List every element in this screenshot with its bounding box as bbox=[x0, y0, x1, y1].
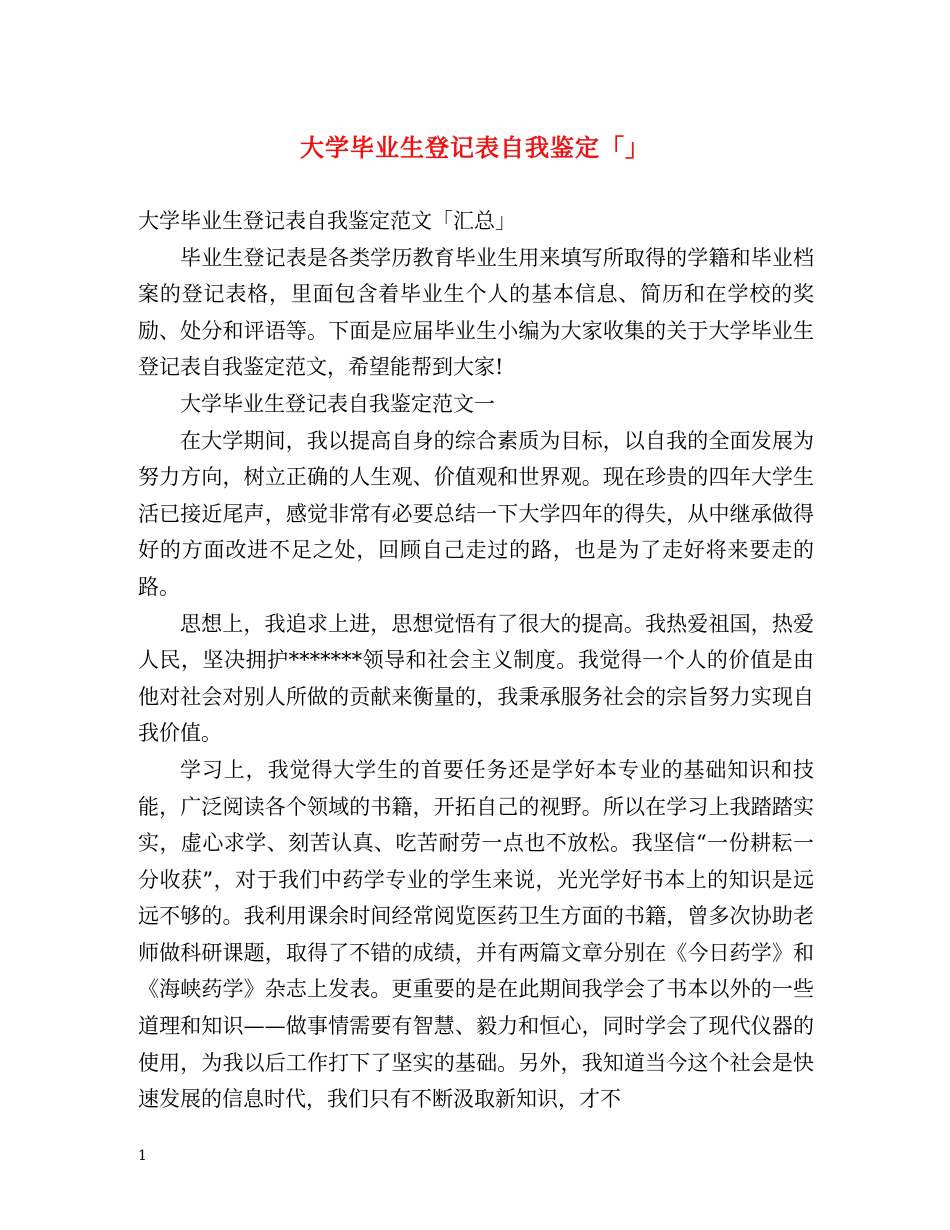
document-body bbox=[138, 203, 814, 1118]
body-paragraph-heading: 大学毕业生登记表自我鉴定范文一 bbox=[180, 391, 495, 416]
body-paragraph-intro: 毕业生登记表是各类学历教育毕业生用来填写所取得的学籍和毕业档案的登记表格，里面包含着毕业生个人的基本信息、简历和在学校的奖励、处分和评语等。下面是应届毕业生小编为大家收集的关于大学毕业生登记表自我鉴定范文，希望能帮到大家! bbox=[138, 245, 814, 380]
body-paragraph-overview: 在大学期间，我以提高自身的综合素质为目标，以自我的全面发展为努力方向，树立正确的人生观、价值观和世界观。现在珍贵的四年大学生活已接近尾声，感觉非常有必要总结一下大学四年的得失，从中继承做得好的方面改进不足之处，回顾自己走过的路，也是为了走好将来要走的路。 bbox=[138, 428, 814, 599]
document-title: 大学毕业生登记表自我鉴定「」 bbox=[300, 133, 650, 162]
page-number: 1 bbox=[138, 1148, 147, 1164]
body-paragraph-study: 学习上，我觉得大学生的首要任务还是学好本专业的基础知识和技能，广泛阅读各个领域的书籍，开拓自己的视野。所以在学习上我踏踏实实，虚心求学、刻苦认真、吃苦耐劳一点也不放松。我坚信“一份耕耘一分收获”，对于我们中药学专业的学生来说，光光学好书本上的知识是远远不够的。我利用课余时间经常阅览医药卫生方面的书籍，曾多次协助老师做科研课题，取得了不错的成绩，并有两篇文章分别在《今日药学》和《海峡药学》杂志上发表。更重要的是在此期间我学会了书本以外的一些道理和知识——做事情需要有智慧、毅力和恒心，同时学会了现代仪器的使用，为我以后工作打下了坚实的基础。另外，我知道当今这个社会是快速发展的信息时代，我们只有不断汲取新知识，才不 bbox=[138, 757, 814, 1112]
body-paragraph-ideology: 思想上，我追求上进，思想觉悟有了很大的提高。我热爱祖国，热爱人民，坚决拥护*******领导和社会主义制度。我觉得一个人的价值是由他对社会对别人所做的贡献来衡量的，我秉承服务社会的宗旨努力实现自我价值。 bbox=[138, 611, 814, 746]
body-paragraph-subtitle: 大学毕业生登记表自我鉴定范文「汇总」 bbox=[138, 209, 516, 233]
